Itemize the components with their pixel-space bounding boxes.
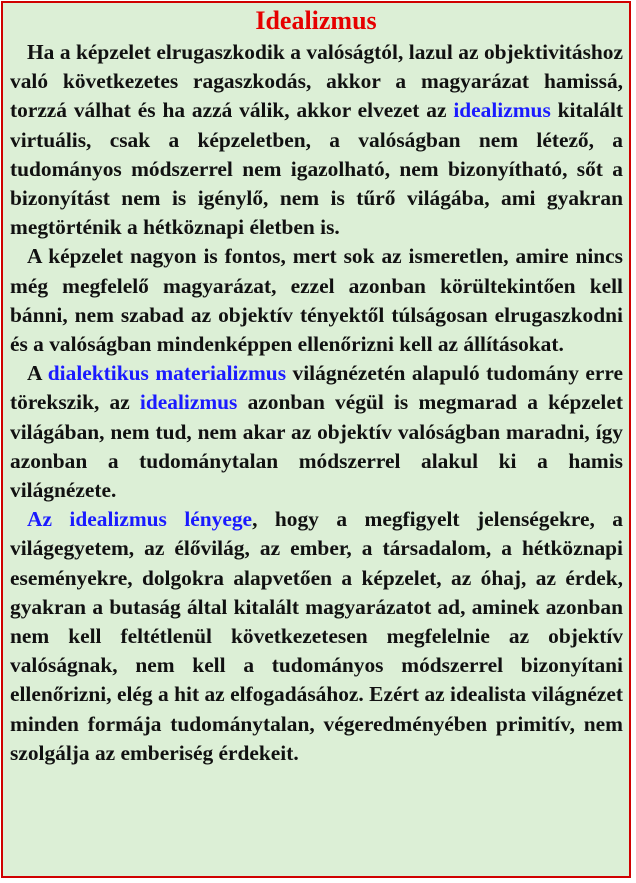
text-run: A képzelet nagyon is fontos, mert sok az ismeretlen, amire nincs még megfelelő magyarázat, ezzel azonban körültekintően kell bánni, nem szabad az objektív tényektől túlságosan elrugaszkodni és a valóságban mindenképpen ellenőrizni kell az állításokat. [10, 244, 623, 357]
highlighted-term: idealizmus [453, 98, 551, 123]
article-body [3, 38, 629, 768]
text-run: A [27, 361, 48, 386]
paragraph-1 [10, 38, 623, 242]
highlighted-term: idealizmus [139, 390, 238, 415]
paragraph-4 [10, 505, 623, 768]
page-title: Idealizmus [255, 6, 377, 35]
text-run: világnézetén alapuló tudomány erre törekszik, az [10, 361, 623, 415]
text-run: azonban végül is megmarad a képzelet világában, nem tud, nem akar az objektív valóságban maradni, így azonban a tudománytalan módszerrel alakul ki a hamis világnézete. [10, 390, 623, 503]
highlighted-term: dialektikus materializmus [47, 361, 287, 386]
text-run: Ha a képzelet elrugaszkodik a valóságtól, lazul az objektivitáshoz való következetes ragaszkodás, akkor a magyarázat hamissá, torzzá válhat és ha azzá válik, akkor elvezet az [10, 40, 623, 123]
highlighted-term: Az idealizmus lényege [27, 507, 253, 532]
text-run: , hogy a megfigyelt jelenségekre, a világegyetem, az élővilág, az ember, a társadalom, a hétköznapi eseményekre, dolgokra alapvetően a képzelet, az óhaj, az érdek, gyakran a butaság által kitalált magyarázatot ad, aminek azonban nem kell feltétlenül következetesen megfelelnie az objektív valóságnak, nem kell a tudományos módszerrel bizonyítani ellenőrizni, elég a hit az elfogadásához. Ezért az idealista világnézet minden formája tudománytalan, végeredményében primitív, nem szolgálja az emberiség érdekeit. [10, 507, 623, 765]
paragraph-2 [10, 242, 623, 359]
text-run: kitalált virtuális, csak a képzeletben, a valóságban nem létező, a tudományos módszerrel nem igazolható, nem bizonyítható, sőt a bizonyítást nem is igénylő, nem is tűrő világába, ami gyakran megtörténik a hétköznapi életben is. [10, 98, 624, 240]
document-frame [1, 1, 631, 878]
paragraph-3 [10, 359, 623, 505]
